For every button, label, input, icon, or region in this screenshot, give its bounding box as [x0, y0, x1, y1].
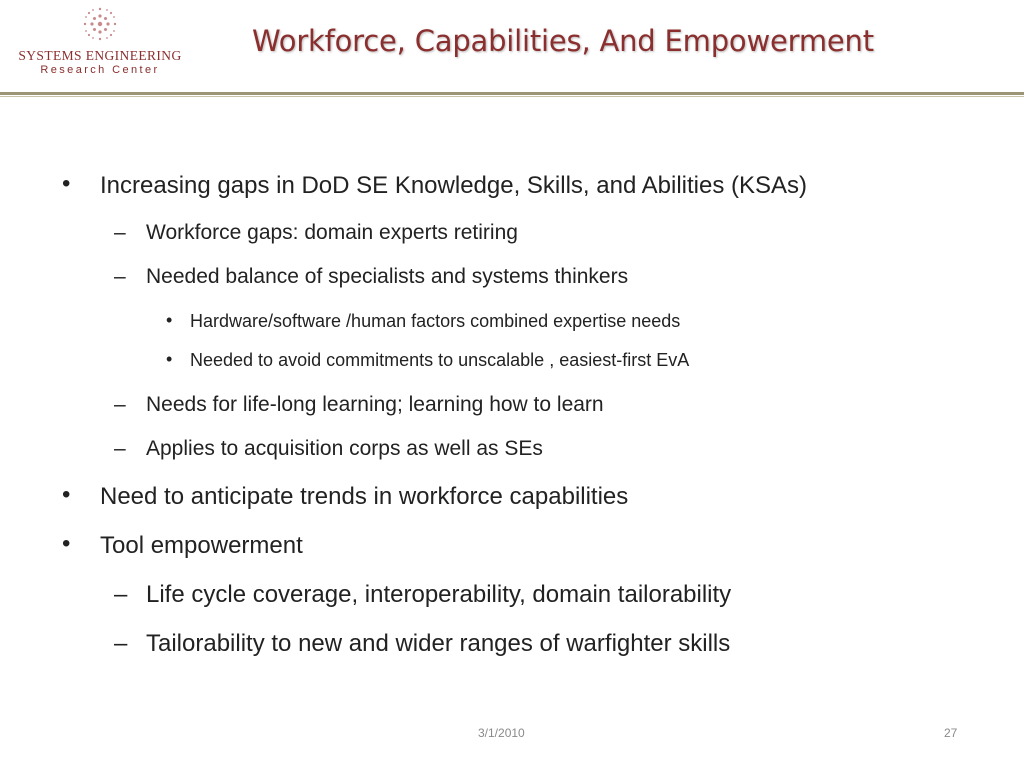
logo-text-line2: Research Center	[40, 64, 160, 76]
bullet-item	[62, 530, 303, 560]
logo-text-line1: SYSTEMS ENGINEERING	[18, 48, 182, 63]
sub-bullet-text: Applies to acquisition corps as well as SEs	[146, 437, 543, 460]
dash-marker: –	[114, 393, 126, 416]
sub-bullet-item	[114, 437, 543, 461]
bullet-marker: •	[62, 530, 71, 557]
bullet-text: Tool empowerment	[100, 532, 303, 559]
sub-sub-bullet-item	[166, 349, 690, 371]
sub-bullet-item	[114, 221, 518, 245]
sub-bullet-item	[114, 265, 629, 289]
footer-date: 3/1/2010	[478, 726, 525, 740]
dash-marker: –	[114, 581, 128, 608]
sub-bullet-text: Needed balance of specialists and systems thinkers	[146, 265, 629, 288]
bullet-item	[62, 481, 629, 511]
dash-marker: –	[114, 221, 126, 244]
bullet-marker: •	[166, 310, 173, 330]
slide-title: Workforce, Capabilities, And Empowerment	[252, 24, 874, 58]
sub-bullet-text: Tailorability to new and wider ranges of warfighter skills	[146, 630, 731, 657]
bullet-marker: •	[62, 481, 71, 508]
bullet-item	[62, 170, 808, 200]
bullet-marker: •	[166, 349, 173, 369]
sub-sub-bullet-text: Hardware/software /human factors combined expertise needs	[190, 311, 681, 331]
bullet-marker: •	[62, 170, 71, 197]
sub-sub-bullet-text: Needed to avoid commitments to unscalable , easiest-first EvA	[190, 350, 690, 370]
sub-sub-bullet-item	[166, 310, 681, 332]
sub-bullet-text: Workforce gaps: domain experts retiring	[146, 221, 518, 244]
title-divider-thin	[0, 96, 1024, 97]
sub-bullet-item	[114, 393, 604, 417]
dash-marker: –	[114, 630, 128, 657]
sub-bullet-item	[114, 581, 732, 609]
bullet-text: Increasing gaps in DoD SE Knowledge, Skills, and Abilities (KSAs)	[100, 172, 808, 199]
logo	[8, 4, 190, 80]
sub-bullet-text: Needs for life-long learning; learning how to learn	[146, 393, 604, 416]
bullet-text: Need to anticipate trends in workforce capabilities	[100, 483, 629, 510]
slide-number: 27	[944, 726, 958, 740]
starburst-logo-icon	[80, 4, 120, 44]
dash-marker: –	[114, 437, 126, 460]
sub-bullet-item	[114, 630, 731, 658]
dash-marker: –	[114, 265, 126, 288]
title-divider	[0, 92, 1024, 95]
sub-bullet-text: Life cycle coverage, interoperability, domain tailorability	[146, 581, 732, 608]
